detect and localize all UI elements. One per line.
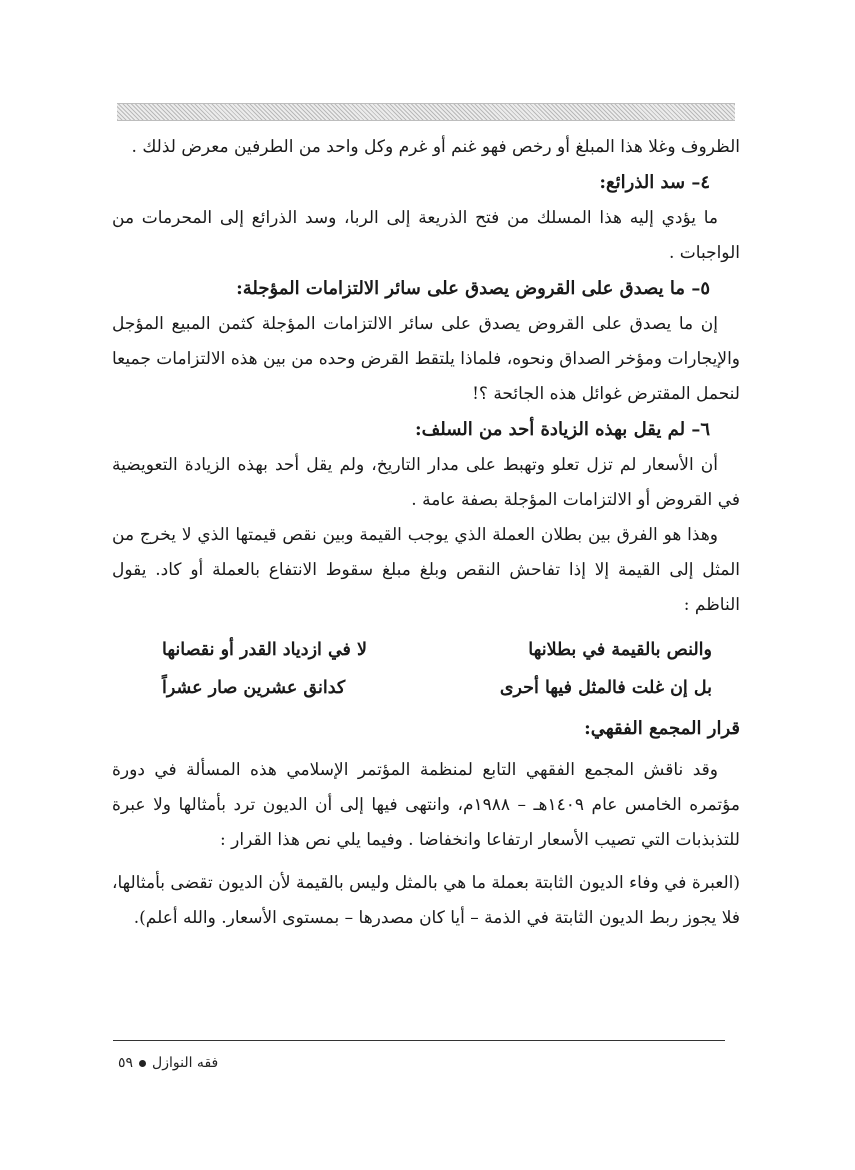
page-body (112, 130, 740, 936)
footer-book-title: فقه النوازل (152, 1055, 219, 1071)
paragraph-4: ما يؤدي إليه هذا المسلك من فتح الذريعة إلى الربا، وسد الذرائع إلى المحرمات من الواجبات . (112, 208, 740, 263)
paragraph-1: الظروف وغلا هذا المبلغ أو رخص فهو غنم أو غرم وكل واحد من الطرفين معرض لذلك . (131, 137, 740, 157)
header-texture-band (117, 103, 735, 121)
verse-line-1 (112, 631, 740, 669)
paragraph-5: إن ما يصدق على القروض يصدق على سائر الالتزامات المؤجلة كثمن المبيع المؤجل والإيجارات ومؤخر الصداق ونحوه، فلماذا يلتقط القرض وحده من بين هذه الالتزامات جميعا لنحمل المقترض غوائل هذه الجائحة ؟! (112, 314, 740, 404)
heading-academy-decision: قرار المجمع الفقهي: (584, 718, 740, 739)
verse-1-second-hemistich: لا في ازدياد القدر أو نقصانها (162, 640, 367, 660)
paragraph-7: وهذا هو الفرق بين بطلان العملة الذي يوجب القيمة وبين نقص قيمتها الذي لا يخرج من المثل إلى القيمة إلا إذا تفاحش النقص وبلغ مبلغ سقوط الانتفاع بالعملة أو كاد. يقول الناظم : (112, 525, 740, 615)
paragraph-6: أن الأسعار لم تزل تعلو وتهبط على مدار التاريخ، ولم يقل أحد بهذه الزيادة التعويضية في القروض أو الالتزامات المؤجلة بصفة عامة . (112, 455, 740, 510)
verse-1-first-hemistich: والنص بالقيمة في بطلانها (528, 640, 712, 660)
verse-2-second-hemistich: كدانق عشرين صار عشراً (162, 678, 346, 698)
verse-2-first-hemistich: بل إن غلت فالمثل فيها أحرى (499, 678, 712, 698)
page-footer (118, 1055, 218, 1071)
footer-page-number: ٥٩ (118, 1055, 134, 1071)
heading-5-deferred-obligations: ٥– ما يصدق على القروض يصدق على سائر الالتزامات المؤجلة: (236, 278, 710, 299)
heading-6-no-predecessor: ٦– لم يقل بهذه الزيادة أحد من السلف: (415, 419, 710, 440)
heading-4-blocking-means: ٤– سد الذرائع: (599, 172, 710, 193)
footer-divider (113, 1040, 725, 1041)
verse-line-2 (112, 669, 740, 707)
paragraph-9-decision-text: (العبرة في وفاء الديون الثابتة بعملة ما هي بالمثل وليس بالقيمة لأن الديون تقضى بأمثالها، فلا يجوز ربط الديون الثابتة في الذمة – أيا كان مصدرها – بمستوى الأسعار. والله أعلم). (112, 873, 740, 928)
paragraph-8: وقد ناقش المجمع الفقهي التابع لمنظمة المؤتمر الإسلامي هذه المسألة في دورة مؤتمره الخامس عام ١٤٠٩هـ – ١٩٨٨م، وانتهى فيها إلى أن الديون ترد بأمثالها ولا عبرة للتذبذبات التي تصيب الأسعار ارتفاعا وانخفاضا . وفيما يلي نص هذا القرار : (112, 760, 740, 850)
bullet-icon (139, 1060, 146, 1067)
